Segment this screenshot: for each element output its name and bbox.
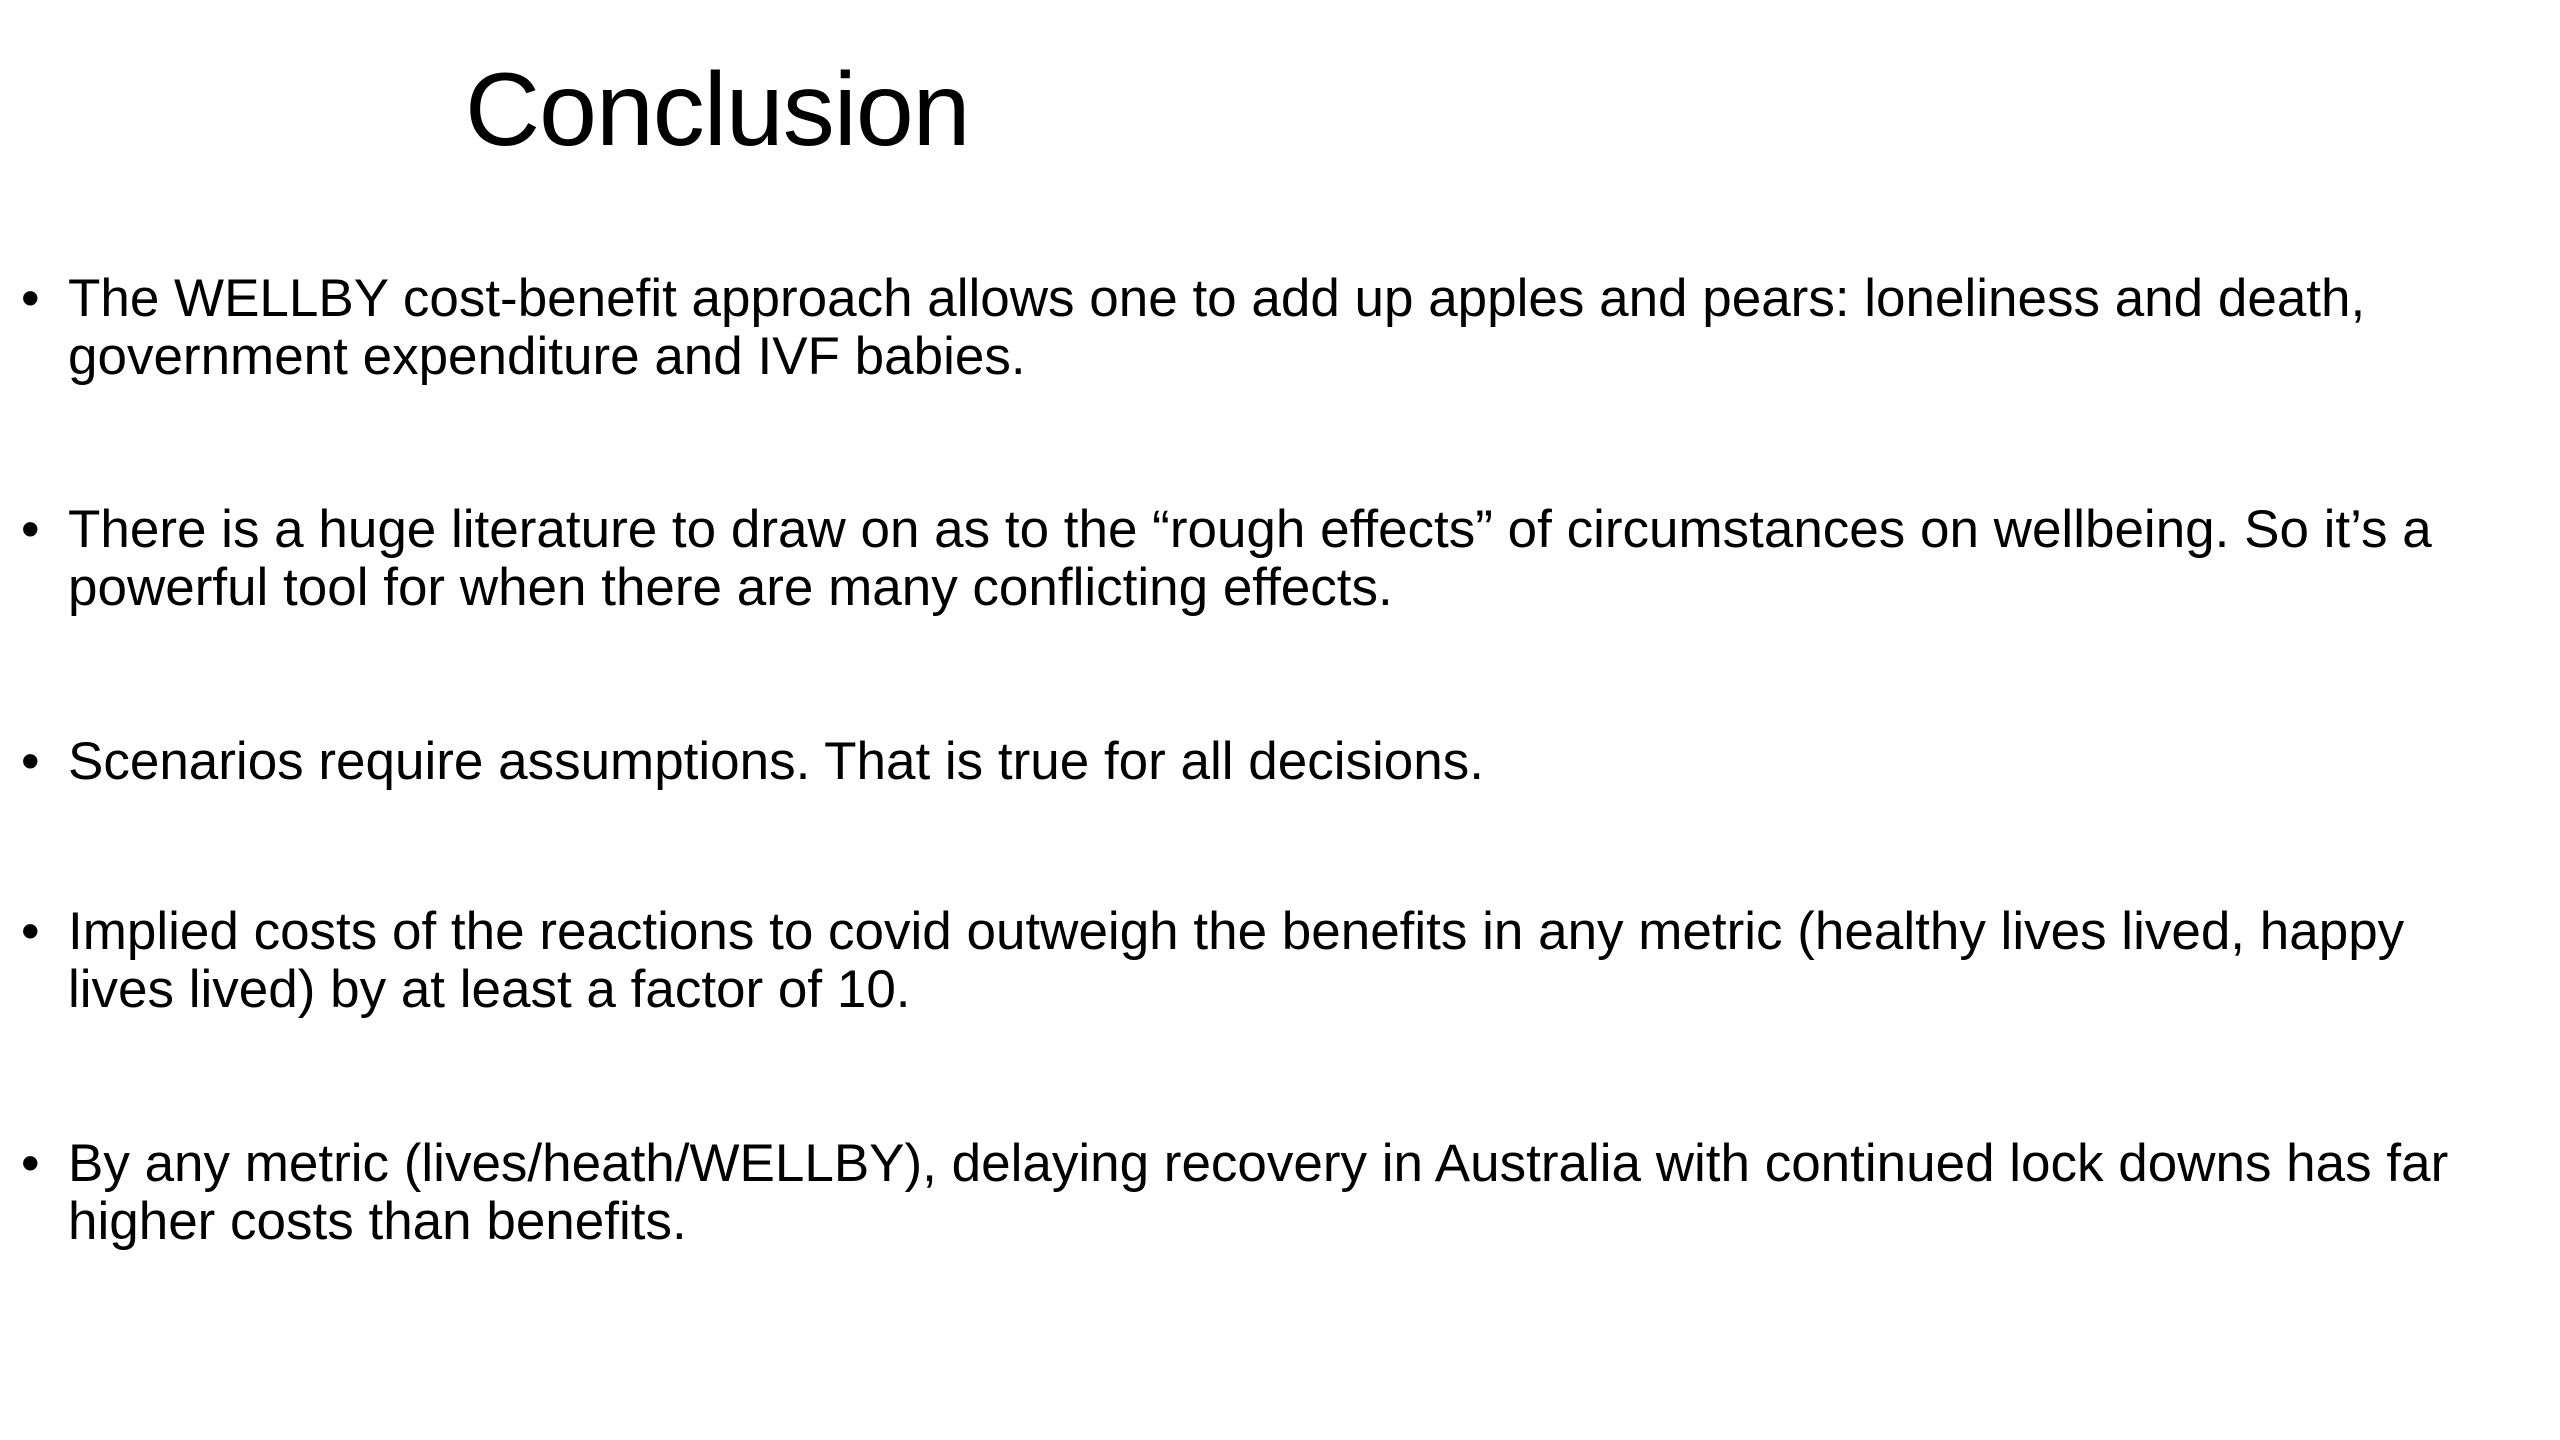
bullet-item [21,902,2508,1019]
bullet-icon: • [21,500,40,559]
bullet-text: The WELLBY cost-benefit approach allows one to add up apples and pears: loneliness and death, government expenditure and IVF babies. [68,269,2366,386]
slide-title: Conclusion [465,52,970,168]
bullet-icon: • [21,1134,40,1193]
bullet-text: Implied costs of the reactions to covid outweigh the benefits in any metric (healthy lives lived, happy lives lived) by at least a factor of 10. [68,902,2405,1019]
bullet-icon: • [21,269,40,328]
bullet-icon: • [21,902,40,961]
bullet-item [21,1134,2508,1251]
bullet-item [21,500,2508,617]
bullet-text: There is a huge literature to draw on as to the “rough effects” of circumstances on wellbeing. So it’s a powerful tool for when there are many conflicting effects. [68,500,2432,617]
bullet-item [21,269,2508,386]
bullet-icon: • [21,732,40,791]
bullet-text: Scenarios require assumptions. That is true for all decisions. [68,732,1484,791]
bullet-item [21,732,2508,791]
bullet-text: By any metric (lives/heath/WELLBY), delaying recovery in Australia with continued lock downs has far higher costs than benefits. [68,1134,2449,1251]
